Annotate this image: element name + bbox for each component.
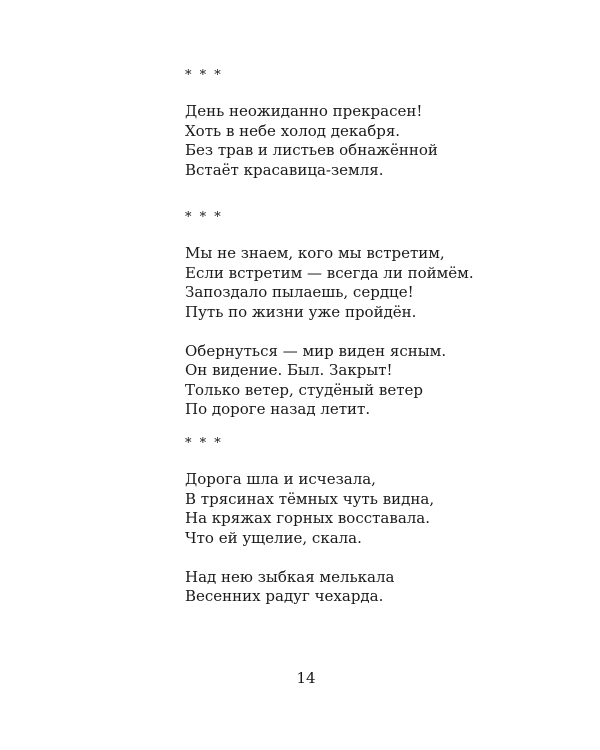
poem-line: Встаёт красавица-земля.	[185, 160, 384, 179]
poem-line: Обернуться — мир виден ясным.	[185, 341, 447, 360]
stanza	[185, 342, 565, 420]
poem-separator: * * *	[185, 68, 223, 83]
poem-line: По дороге назад летит.	[185, 400, 371, 418]
poem-line: Дорога шла и исчезала,	[185, 470, 376, 488]
poem-3	[185, 434, 565, 607]
poem-line: Если встретим — всегда ли поймём.	[185, 263, 474, 282]
stanza	[185, 568, 565, 607]
stanza	[185, 470, 565, 548]
poem-line: Без трав и листьев обнажённой	[185, 141, 438, 159]
poem-line: Хоть в небе холод декабря.	[185, 121, 401, 140]
poem-line: Только ветер, студёный ветер	[185, 380, 423, 399]
poem-line: Над нею зыбкая мелькала	[185, 567, 395, 586]
poem-1	[185, 66, 565, 180]
poem-line: Путь по жизни уже пройдён.	[185, 302, 417, 321]
poem-line: Весенних радуг чехарда.	[185, 587, 384, 605]
poem-line: В трясинах тёмных чуть видна,	[185, 489, 435, 508]
poem-line: На кряжах горных восставала.	[185, 509, 431, 527]
poem-line: Он видение. Был. Закрыт!	[185, 361, 393, 379]
page-number: 14	[296, 669, 316, 687]
poem-line: Что ей ущелие, скала.	[185, 528, 362, 547]
poem-line: Мы не знаем, кого мы встретим,	[185, 244, 445, 262]
stanza	[185, 102, 565, 180]
stanza	[185, 244, 565, 322]
poem-line: День неожиданно прекрасен!	[185, 102, 423, 120]
poem-line: Запоздало пылаешь, сердце!	[185, 283, 414, 301]
poem-separator: * * *	[185, 436, 223, 451]
poem-separator: * * *	[185, 210, 223, 225]
poem-2	[185, 208, 565, 420]
